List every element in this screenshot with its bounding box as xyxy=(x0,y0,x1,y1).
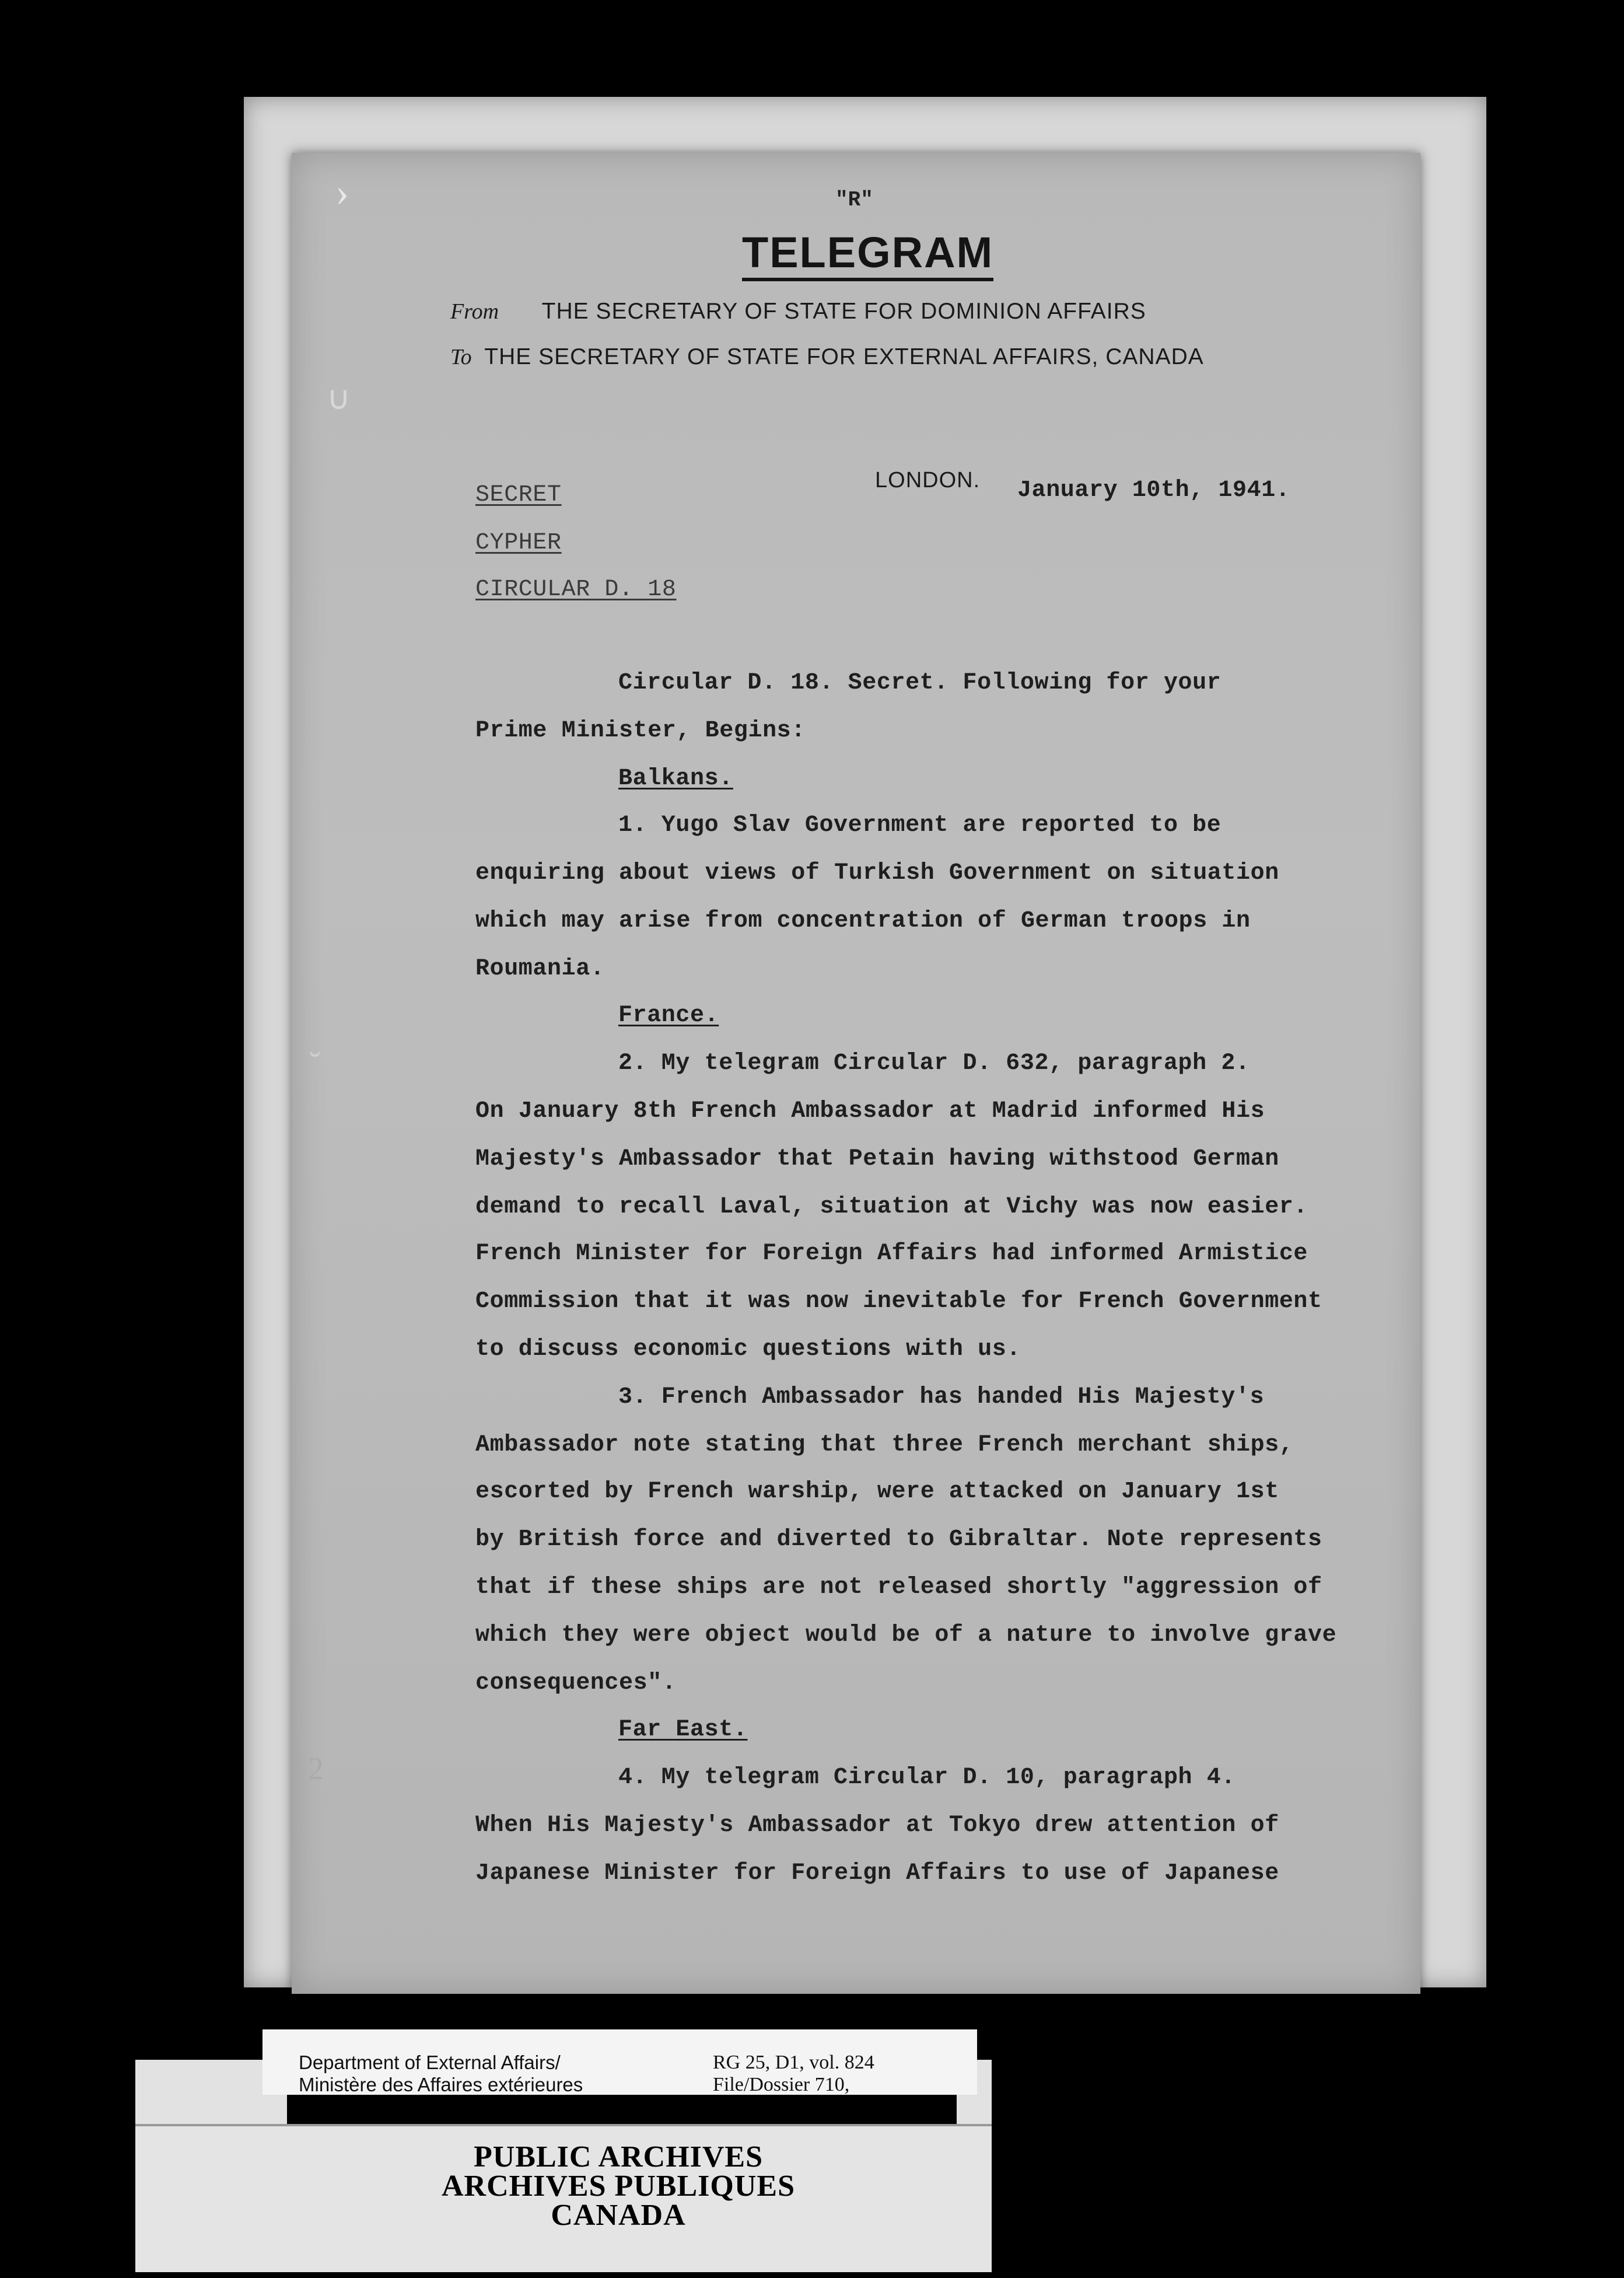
body-line: that if these ships are not released shortly "aggression of xyxy=(475,1574,1322,1601)
margin-mark: 2 xyxy=(308,1751,324,1786)
stamp-line-1: PUBLIC ARCHIVES xyxy=(473,2140,764,2174)
body-line: by British force and diverted to Gibraltar. Note represents xyxy=(475,1526,1322,1553)
body-line: Roumania. xyxy=(475,956,605,982)
body-line: Majesty's Ambassador that Petain having withstood German xyxy=(475,1146,1279,1172)
department-line-2: Ministère des Affaires extérieures xyxy=(299,2074,583,2095)
reference-line-2: File/Dossier 710, xyxy=(713,2074,850,2095)
from-label: From xyxy=(450,299,499,324)
margin-mark: › xyxy=(335,170,349,215)
body-line: which may arise from concentration of German troops in xyxy=(475,908,1251,934)
to-text: THE SECRETARY OF STATE FOR EXTERNAL AFFAIRS, CANADA xyxy=(484,344,1204,369)
section-heading-far-east: Far East. xyxy=(618,1717,748,1743)
stamp-line-3: CANADA xyxy=(551,2199,686,2232)
body-line: 1. Yugo Slav Government are reported to be xyxy=(618,812,1222,838)
body-line: escorted by French warship, were attacked on January 1st xyxy=(475,1479,1279,1505)
classification-circular: CIRCULAR D. 18 xyxy=(475,577,677,603)
body-line: consequences". xyxy=(475,1670,677,1696)
archive-stamp xyxy=(408,2140,828,2232)
body-line: demand to recall Laval, situation at Vichy was now easier. xyxy=(475,1194,1308,1220)
routing-mark: "R" xyxy=(835,188,873,212)
body-line: Prime Minister, Begins: xyxy=(475,718,806,744)
body-line: Commission that it was now inevitable for French Government xyxy=(475,1288,1322,1315)
from-line xyxy=(450,299,1146,324)
body-line: On January 8th French Ambassador at Madrid informed His xyxy=(475,1098,1265,1124)
to-line xyxy=(450,344,1204,370)
body-line: 4. My telegram Circular D. 10, paragraph 4. xyxy=(618,1765,1236,1791)
body-line: enquiring about views of Turkish Government on situation xyxy=(475,860,1279,886)
body-line: Circular D. 18. Secret. Following for your xyxy=(618,670,1222,696)
to-label: To xyxy=(450,345,472,369)
body-line: 2. My telegram Circular D. 632, paragraph 2. xyxy=(618,1050,1250,1077)
body-line: Ambassador note stating that three French merchant ships, xyxy=(475,1432,1294,1458)
body-line: to discuss economic questions with us. xyxy=(475,1336,1021,1362)
body-line: Japanese Minister for Foreign Affairs to use of Japanese xyxy=(475,1860,1279,1886)
body-line: When His Majesty's Ambassador at Tokyo drew attention of xyxy=(475,1812,1279,1839)
body-line: which they were object would be of a nature to involve grave xyxy=(475,1622,1337,1648)
from-text: THE SECRETARY OF STATE FOR DOMINION AFFAIRS xyxy=(541,299,1146,324)
classification-cypher: CYPHER xyxy=(475,530,562,556)
section-heading-balkans: Balkans. xyxy=(618,766,733,792)
date: January 10th, 1941. xyxy=(1017,477,1290,504)
reference-line-1: RG 25, D1, vol. 824 xyxy=(713,2052,874,2073)
body-line: 3. French Ambassador has handed His Majesty's xyxy=(618,1384,1265,1410)
classification-secret: SECRET xyxy=(475,482,562,508)
department-line-1: Department of External Affairs/ xyxy=(299,2052,561,2073)
section-heading-france: France. xyxy=(618,1002,719,1029)
place: LONDON. xyxy=(875,468,981,492)
document-title: TELEGRAM xyxy=(742,229,993,281)
margin-mark: ˘ xyxy=(309,1045,321,1084)
body-line: French Minister for Foreign Affairs had informed Armistice xyxy=(475,1241,1308,1267)
margin-mark: ∪ xyxy=(327,380,351,417)
stamp-line-2: ARCHIVES PUBLIQUES xyxy=(441,2169,796,2203)
